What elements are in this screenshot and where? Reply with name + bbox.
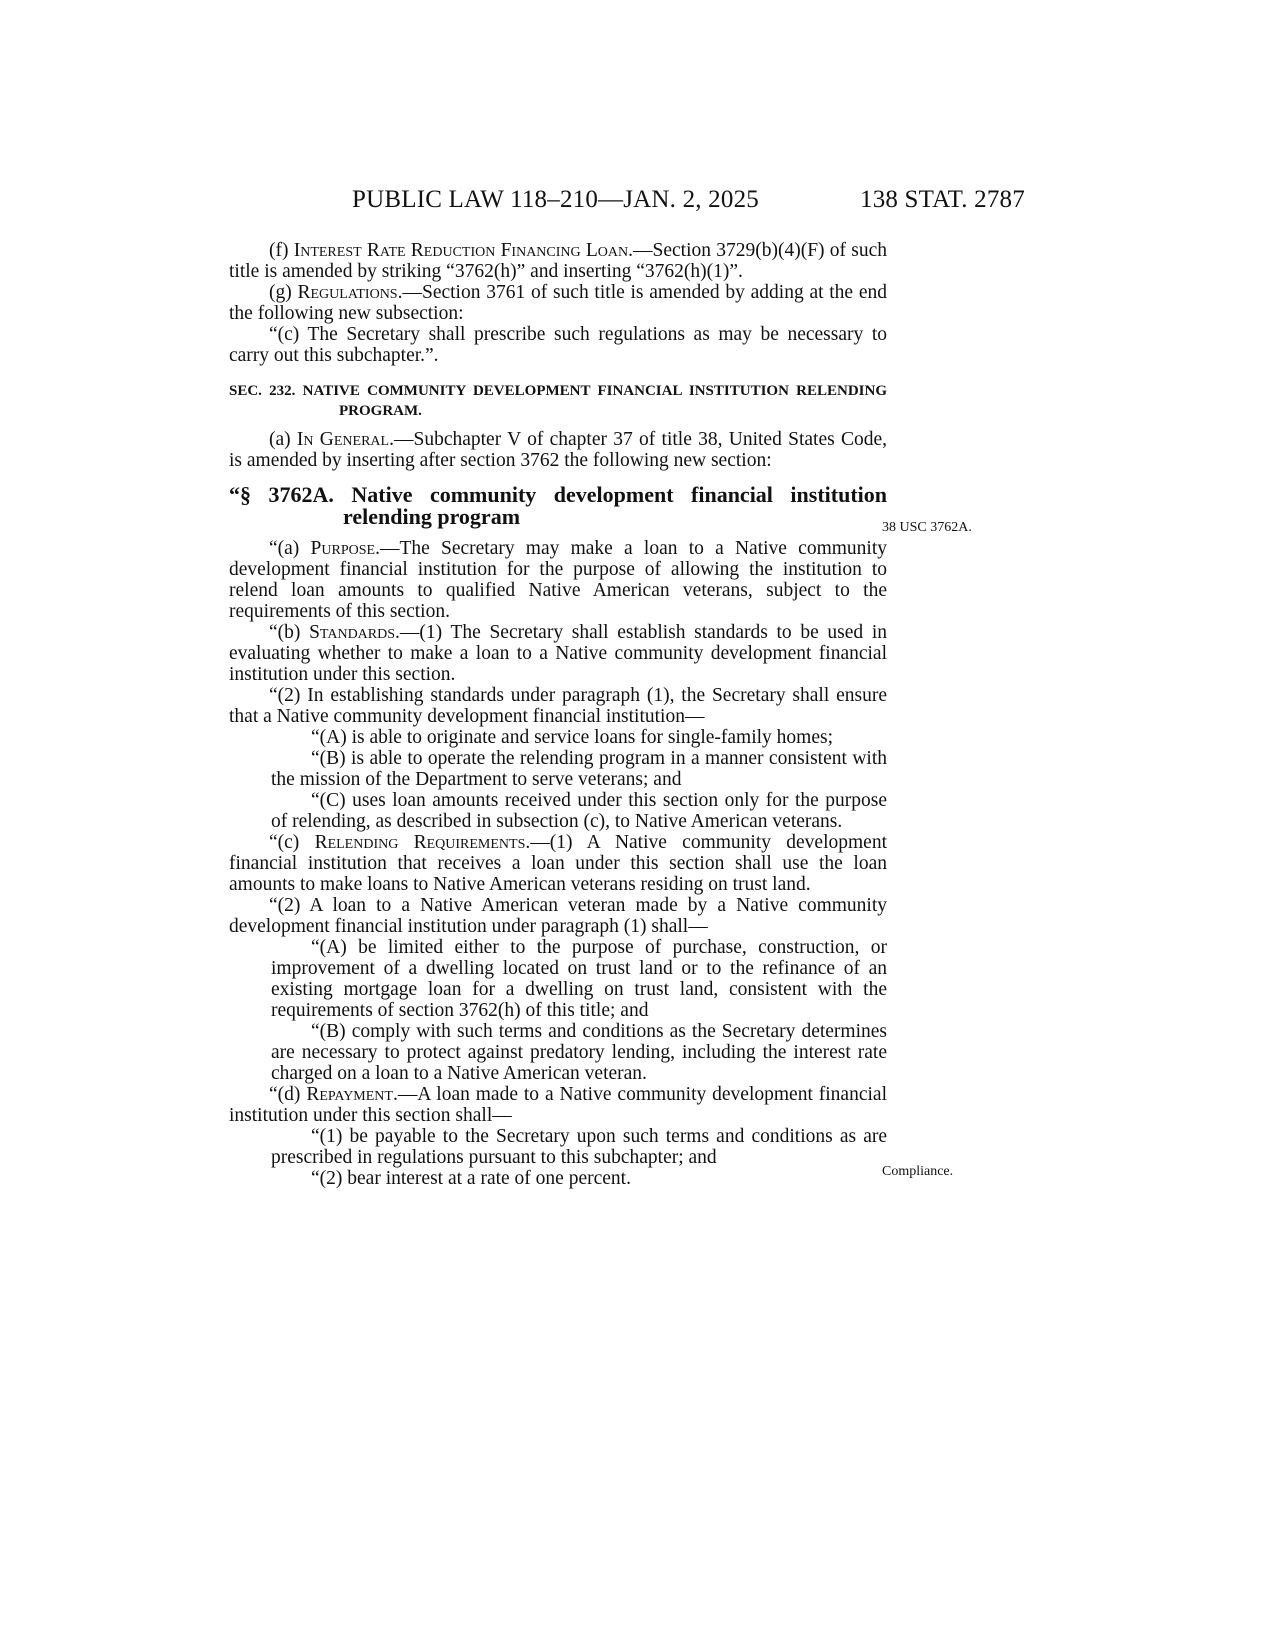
- margin-note-compliance: Compliance.: [882, 1164, 954, 1179]
- law-title: PUBLIC LAW 118–210—JAN. 2, 2025: [352, 186, 759, 213]
- margin-note-usc: 38 USC 3762A.: [882, 520, 972, 535]
- subsection-g-lead: (g): [269, 282, 298, 303]
- subsection-f-text: .—Section 3729(b)(4)(F) of such title is amended by striking “3762(h)” and inserting “3762(h)(1)”.: [229, 240, 887, 282]
- purpose-paragraph: [229, 538, 887, 622]
- relending-lead: “(c): [269, 832, 315, 853]
- subsection-a: [229, 429, 887, 471]
- subsection-a-text: .—Subchapter V of chapter 37 of title 38, United States Code, is amended by inserting after section 3762 the following new section:: [229, 429, 887, 471]
- repayment-clause-1: “(1) be payable to the Secretary upon such terms and conditions as are prescribed in regulations pursuant to this subchapter; and: [271, 1126, 887, 1168]
- section-heading: SEC. 232. NATIVE COMMUNITY DEVELOPMENT FINANCIAL INSTITUTION RELENDING PROGRAM.: [229, 383, 887, 419]
- standards-paragraph-2: “(2) In establishing standards under paragraph (1), the Secretary shall ensure that a Native community development financial institution—: [229, 685, 887, 727]
- relending-text: .—(1) A Native community development financial institution that receives a loan under this section shall use the loan amounts to make loans to Native American veterans residing on trust land.: [229, 832, 887, 895]
- subsection-f-lead: (f): [269, 240, 294, 261]
- relending-paragraph: [229, 832, 887, 895]
- relending-clause-b: “(B) comply with such terms and conditions as the Secretary determines are necessary to protect against predatory lending, including the interest rate charged on a loan to a Native American veteran.: [271, 1021, 887, 1084]
- new-section-title: “§ 3762A. Native community development financial institution relending program: [229, 482, 887, 529]
- purpose-heading: Purpose: [310, 538, 376, 559]
- subsection-g-heading: Regulations: [297, 282, 398, 303]
- purpose-text: .—The Secretary may make a loan to a Native community development financial institution for the purpose of allowing the institution to relend loan amounts to qualified Native American veterans, subject to the requirements of this section.: [229, 538, 887, 622]
- standards-clause-c: “(C) uses loan amounts received under this section only for the purpose of relending, as described in subsection (c), to Native American veterans.: [271, 790, 887, 832]
- subsection-a-lead: (a): [269, 429, 297, 450]
- page-header: [0, 186, 1275, 226]
- subsection-f-heading: Interest Rate Reduction Financing Loan: [293, 240, 629, 261]
- subsection-g-text: .—Section 3761 of such title is amended by adding at the end the following new subsection:: [229, 282, 887, 324]
- relending-clause-a: “(A) be limited either to the purpose of purchase, construction, or improvement of a dwelling located on trust land or to the refinance of an existing mortgage loan for a dwelling on trust land, consistent with the requirements of section 3762(h) of this title; and: [271, 937, 887, 1021]
- subsection-a-heading: In General: [296, 429, 390, 450]
- repayment-text: .—A loan made to a Native community development financial institution under this section shall—: [229, 1084, 887, 1126]
- subsection-g: [229, 282, 887, 324]
- standards-clause-a: “(A) is able to originate and service loans for single-family homes;: [311, 727, 834, 748]
- stat-page-number: 138 STAT. 2787: [860, 186, 1025, 213]
- repayment-paragraph: [229, 1084, 887, 1126]
- standards-clause-b: “(B) is able to operate the relending program in a manner consistent with the mission of the Department to serve veterans; and: [271, 748, 887, 790]
- subsection-g-quote: “(c) The Secretary shall prescribe such regulations as may be necessary to carry out this subchapter.”.: [229, 324, 887, 366]
- repayment-lead: “(d): [269, 1084, 307, 1105]
- relending-paragraph-2: “(2) A loan to a Native American veteran made by a Native community development financial institution under paragraph (1) shall—: [229, 895, 887, 937]
- relending-heading: Relending Requirements: [314, 832, 526, 853]
- document-body: [229, 240, 887, 1189]
- subsection-f: [229, 240, 887, 282]
- standards-paragraph: [229, 622, 887, 685]
- repayment-clause-2: “(2) bear interest at a rate of one percent.: [311, 1168, 631, 1189]
- standards-heading: Standards: [309, 622, 396, 643]
- standards-lead: “(b): [269, 622, 310, 643]
- repayment-heading: Repayment: [306, 1084, 393, 1105]
- standards-text: .—(1) The Secretary shall establish standards to be used in evaluating whether to make a loan to a Native community development financial institution under this section.: [229, 622, 887, 685]
- purpose-lead: “(a): [269, 538, 311, 559]
